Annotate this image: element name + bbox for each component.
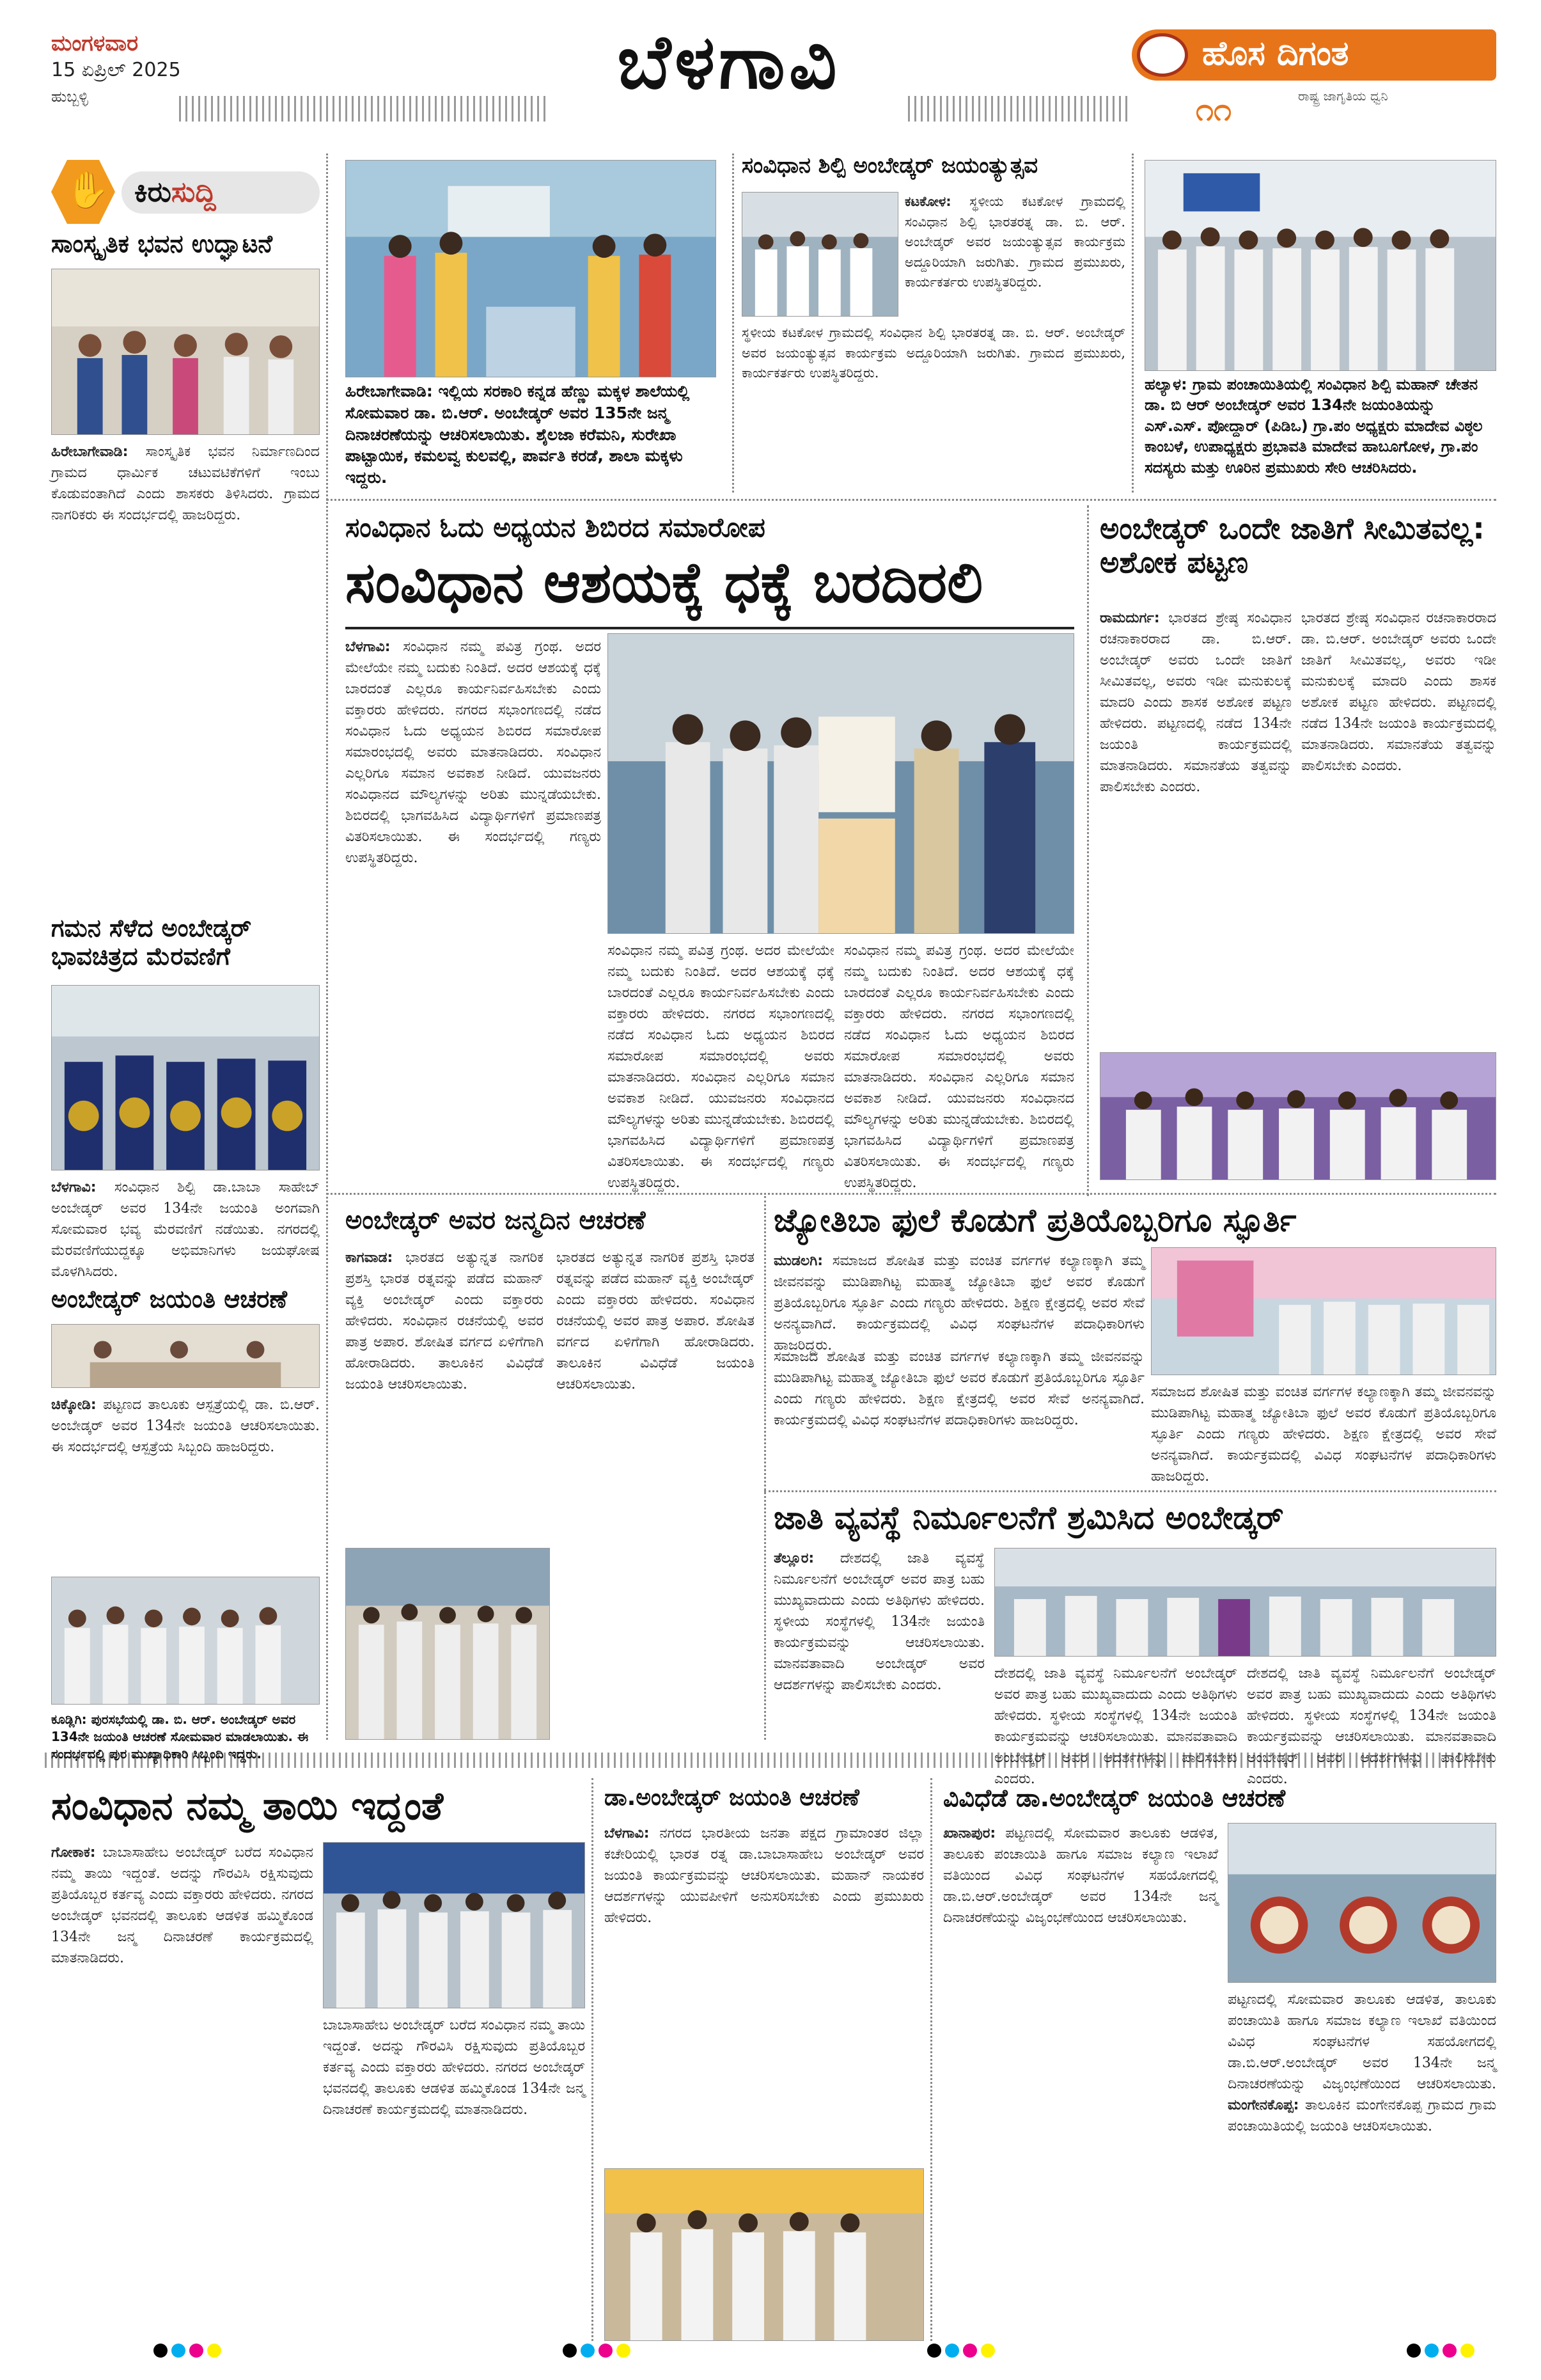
page-number: ೧೧ (1196, 91, 1232, 128)
column-rule (326, 154, 328, 1740)
registration-mark (563, 2344, 639, 2363)
registration-mark (1407, 2344, 1483, 2363)
dateline-jaati: ತೆಲ್ಲೂರ: (774, 1550, 815, 1566)
dateline-vividhede-2: ಮಂಗೇನಕೊಪ್ಪ: (1228, 2097, 1299, 2113)
caption-school: ಹಿರೇಬಾಗೇವಾಡಿ: ಇಲ್ಲಿಯ ಸರಕಾರಿ ಕನ್ನಡ ಹೆಣ್ಣು ಮಕ್ಕಳ ಶಾಲೆಯಲ್ಲಿ ಸೋಮವಾರ ಡಾ. ಬಿ.ಆರ್. ಅಂಬೇಡ್ಕರ್ ಅವರ 135ನೇ ಜನ್ಮ ದಿನಾಚರಣೆಯನ್ನು ಆಚರಿಸಲಾಯಿತು. ಶೈಲಜಾ ಕರೆಮನಿ, ಸುರೇಖಾ ಪಾಟ್ಟಾಯಿಕ, ಕಮಲವ್ವ ಕುಲವಲ್ಲಿ, ಪಾರ್ವತಿ ಕರಡೆ, ಶಾಲಾ ಮಕ್ಕಳು ಇದ್ದರು. (345, 382, 690, 487)
text-vividhede: ಪಟ್ಟಣದಲ್ಲಿ ಸೋಮವಾರ ತಾಲೂಕು ಆಡಳಿತ, ತಾಲೂಕು ಪಂಚಾಯಿತಿ ಹಾಗೂ ಸಮಾಜ ಕಲ್ಯಾಣ ಇಲಾಖೆ ವತಿಯಿಂದ ವಿವಿಧ ಸಂಘಟನೆಗಳ ಸಹಯೋಗದಲ್ಲಿ ಡಾ.ಬಿ.ಆರ್.ಅಂಬೇಡ್ಕರ್ ಅವರ 134ನೇ ಜನ್ಮ ದಿನಾಚರಣೆಯನ್ನು ವಿಜೃಂಭಣೆಯಿಂದ ಆಚರಿಸಲಾಯಿತು. (943, 1825, 1219, 1926)
photo-school (345, 160, 716, 377)
column-rule (930, 1778, 932, 2341)
kiru-suddi-badge (51, 160, 326, 224)
photo-shilpi (742, 192, 898, 317)
text-ashok-continued: ಭಾರತದ ಶ್ರೇಷ್ಠ ಸಂವಿಧಾನ ರಚನಾಕಾರರಾದ ಡಾ. ಬಿ.ಆರ್. ಅಂಬೇಡ್ಕರ್ ಅವರು ಒಂದೇ ಜಾತಿಗೆ ಸೀಮಿತವಲ್ಲ, ಅವರು ಇಡೀ ಮನುಕುಲಕ್ಕೆ ಮಾದರಿ ಎಂದು ಶಾಸಕ ಅಶೋಕ ಪಟ್ಟಣ ಹೇಳಿದರು. ಪಟ್ಟಣದಲ್ಲಿ ನಡೆದ 134ನೇ ಜಯಂತಿ ಕಾರ್ಯಕ್ರಮದಲ್ಲಿ ಮಾತನಾಡಿದರು. ಸಮಾನತೆಯ ತತ್ವವನ್ನು ಪಾಲಿಸಬೇಕು ಎಂದರು. (1301, 610, 1496, 774)
text-phule: ಸಮಾಜದ ಶೋಷಿತ ಮತ್ತು ವಂಚಿತ ವರ್ಗಗಳ ಕಲ್ಯಾಣಕ್ಕಾಗಿ ತಮ್ಮ ಜೀವನವನ್ನು ಮುಡಿಪಾಗಿಟ್ಟ ಮಹಾತ್ಮ ಜ್ಯೋತಿಬಾ ಫುಲೆ ಅವರ ಕೊಡುಗೆ ಪ್ರತಿಯೊಬ್ಬರಿಗೂ ಸ್ಫೂರ್ತಿ ಎಂದು ಗಣ್ಯರು ಹೇಳಿದರು. ಶಿಕ್ಷಣ ಕ್ಷೇತ್ರದಲ್ಲಿ ಅವರ ಸೇವೆ ಅನನ್ಯವಾಗಿದೆ. ಕಾರ್ಯಕ್ರಮದಲ್ಲಿ ವಿವಿಧ ಸಂಘಟನೆಗಳ ಪದಾಧಿಕಾರಿಗಳು ಹಾಜರಿದ್ದರು. (774, 1253, 1145, 1353)
photo-jayanti-small (51, 1324, 320, 1388)
photo-phule (1151, 1247, 1496, 1375)
article-ashok-body-a (1100, 608, 1292, 1043)
text-vividhede-continued: ಪಟ್ಟಣದಲ್ಲಿ ಸೋಮವಾರ ತಾಲೂಕು ಆಡಳಿತ, ತಾಲೂಕು ಪಂಚಾಯಿತಿ ಹಾಗೂ ಸಮಾಜ ಕಲ್ಯಾಣ ಇಲಾಖೆ ವತಿಯಿಂದ ವಿವಿಧ ಸಂಘಟನೆಗಳ ಸಹಯೋಗದಲ್ಲಿ ಡಾ.ಬಿ.ಆರ್.ಅಂಬೇಡ್ಕರ್ ಅವರ 134ನೇ ಜನ್ಮ ದಿನಾಚರಣೆಯನ್ನು ವಿಜೃಂಭಣೆಯಿಂದ ಆಚರಿಸಲಾಯಿತು. (1228, 1992, 1496, 2092)
dateline-vividhede: ಖಾನಾಪುರ: (943, 1825, 996, 1841)
text-cultural: ಸಾಂಸ್ಕೃತಿಕ ಭವನ ನಿರ್ಮಾಣದಿಂದ ಗ್ರಾಮದ ಧಾರ್ಮಿಕ ಚಟುವಟಿಕೆಗಳಿಗೆ ಇಂಬು ಕೊಡುವಂತಾಗಿದೆ ಎಂದು ಶಾಸಕರು ತಿಳಿಸಿದರು. ಗ್ರಾಮದ ನಾಗರಿಕರು ಈ ಸಂದರ್ಭದಲ್ಲಿ ಹಾಜರಿದ್ದರು. (51, 444, 320, 523)
photo-main (607, 633, 1074, 934)
headline-shilpi: ಸಂವಿಧಾನ ಶಿಲ್ಪಿ ಅಂಬೇಡ್ಕರ್ ಜಯಂತ್ಯುತ್ಸವ (742, 153, 1038, 178)
text-march: ಸಂವಿಧಾನ ಶಿಲ್ಪಿ ಡಾ.ಬಾಬಾ ಸಾಹೇಬ್ ಅಂಬೇಡ್ಕರ್ ಅವರ 134ನೇ ಜಯಂತಿ ಅಂಗವಾಗಿ ಸೋಮವಾರ ಭವ್ಯ ಮೆರವಣಿಗೆ ನಡೆಯಿತು. ನಗರದಲ್ಲಿ ಮೆರವಣಿಗೆಯುದ್ದಕ್ಕೂ ಅಭಿಮಾನಿಗಳು ಜಯಘೋಷ ಮೊಳಗಿಸಿದರು. (51, 1179, 320, 1280)
dateline-phule: ಮುಡಲಗಿ: (774, 1253, 824, 1269)
main-kicker: ಸಂವಿಧಾನ ಓದು ಅಧ್ಯಯನ ಶಿಬಿರದ ಸಮಾರೋಪ (345, 512, 765, 543)
logo-text: ಹೊಸ ದಿಗಂತ (1202, 35, 1349, 73)
masthead-stripe-left (179, 96, 550, 122)
text-ashok: ಭಾರತದ ಶ್ರೇಷ್ಠ ಸಂವಿಧಾನ ರಚನಾಕಾರರಾದ ಡಾ. ಬಿ.ಆರ್. ಅಂಬೇಡ್ಕರ್ ಅವರು ಒಂದೇ ಜಾತಿಗೆ ಸೀಮಿತವಲ್ಲ, ಅವರು ಇಡೀ ಮನುಕುಲಕ್ಕೆ ಮಾದರಿ ಎಂದು ಶಾಸಕ ಅಶೋಕ ಪಟ್ಟಣ ಹೇಳಿದರು. ಪಟ್ಟಣದಲ್ಲಿ ನಡೆದ 134ನೇ ಜಯಂತಿ ಕಾರ್ಯಕ್ರಮದಲ್ಲಿ ಮಾತನಾಡಿದರು. ಸಮಾನತೆಯ ತತ್ವವನ್ನು ಪಾಲಿಸಬೇಕು ಎಂದರು. (1100, 610, 1292, 795)
article-phule-body-c (1151, 1382, 1496, 1484)
masthead-stripe-right (908, 96, 1132, 122)
caption-halyal: ಹಲ್ಯಾಳ: ಗ್ರಾಮ ಪಂಚಾಯಿತಿಯಲ್ಲಿ ಸಂವಿಧಾನ ಶಿಲ್ಪಿ ಮಹಾನ್ ಚೇತನ ಡಾ. ಬಿ ಆರ್ ಅಂಬೇಡ್ಕರ್ ಅವರ 134ನೇ ಜಯಂತಿಯನ್ನು ಎಸ್.ಎಸ್. ಪೋದ್ದಾರ್ (ಪಿಡಿಒ) ಗ್ರಾ.ಪಂ ಅಧ್ಯಕ್ಷರು ಮಾದೇವ ವಿಠ್ಠಲ ಕಾಂಬಳೆ, ಉಪಾಧ್ಯಕ್ಷರು ಪ್ರಭಾವತಿ ಮಾದೇವ ಹಾಬೂಗೋಳ, ಗ್ರಾ.ಪಂ ಸದಸ್ಯರು ಮತ್ತು ಊರಿನ ಪ್ರಮುಖರು ಸೇರಿ ಆಚರಿಸಿದರು. (1145, 375, 1483, 477)
badge-label-b: ಸುದ್ದಿ (171, 176, 216, 209)
text-jaati-col3: ದೇಶದಲ್ಲಿ ಜಾತಿ ವ್ಯವಸ್ಥೆ ನಿರ್ಮೂಲನೆಗೆ ಅಂಬೇಡ್ಕರ್ ಅವರ ಪಾತ್ರ ಬಹು ಮುಖ್ಯವಾದುದು ಎಂದು ಅತಿಥಿಗಳು ಹೇಳಿದರು. ಸ್ಥಳೀಯ ಸಂಸ್ಥೆಗಳಲ್ಲಿ 134ನೇ ಜಯಂತಿ ಕಾರ್ಯಕ್ರಮವನ್ನು ಆಚರಿಸಲಾಯಿತು. ಮಾನವತಾವಾದಿ ಅಂಬೇಡ್ಕರ್ ಅವರ ಆದರ್ಶಗಳನ್ನು ಪಾಲಿಸಬೇಕು ಎಂದರು. (1247, 1666, 1496, 1787)
headline-jayanti-small: ಅಂಬೇಡ್ಕರ್ ಜಯಂತಿ ಆಚರಣೆ (51, 1286, 320, 1314)
masthead-city: ಹುಬ್ಬಳ್ಳಿ (51, 88, 88, 106)
headline-achane2: ಡಾ.ಅಂಬೇಡ್ಕರ್ ಜಯಂತಿ ಆಚರಣೆ (604, 1785, 859, 1811)
dateline-cultural: ಹಿರೇಬಾಗೇವಾಡಿ: (51, 444, 129, 460)
photo-achane2 (604, 2168, 924, 2341)
photo-march (51, 985, 320, 1170)
article-achane2-body (604, 1823, 924, 2162)
photo-kudligi (51, 1577, 320, 1705)
dateline-ashok: ರಾಮದುರ್ಗ: (1100, 610, 1160, 626)
article-ashok-body-b (1301, 608, 1496, 1043)
photo-vividhede (1228, 1823, 1496, 1983)
photo-cultural (51, 269, 320, 435)
article-janmadina-body-b (556, 1247, 755, 1714)
photo-janmadina (345, 1548, 550, 1740)
article-jaati-body-a (774, 1548, 985, 1740)
article-vividhede-body-b (1228, 1989, 1496, 2341)
article-jaati-body-c (1247, 1663, 1496, 1787)
masthead-title: ಬೆಳಗಾವಿ (617, 19, 841, 106)
dateline-shilpi: ಕಟಕೋಳ: (905, 194, 951, 209)
section-rule (326, 499, 1496, 501)
photo-ashok (1100, 1052, 1496, 1180)
text-main: ಸಂವಿಧಾನ ನಮ್ಮ ಪವಿತ್ರ ಗ್ರಂಥ. ಅದರ ಮೇಲೆಯೇ ನಮ್ಮ ಬದುಕು ನಿಂತಿದೆ. ಅದರ ಆಶಯಕ್ಕೆ ಧಕ್ಕೆ ಬಾರದಂತೆ ಎಲ್ಲರೂ ಕಾರ್ಯನಿರ್ವಹಿಸಬೇಕು ಎಂದು ವಕ್ತಾರರು ಹೇಳಿದರು. ನಗರದ ಸಭಾಂಗಣದಲ್ಲಿ ನಡೆದ ಸಂವಿಧಾನ ಓದು ಅಧ್ಯಯನ ಶಿಬಿರದ ಸಮಾರೋಪ ಸಮಾರಂಭದಲ್ಲಿ ಅವರು ಮಾತನಾಡಿದರು. ಸಂವಿಧಾನ ಎಲ್ಲರಿಗೂ ಸಮಾನ ಅವಕಾಶ ನೀಡಿದೆ. ಯುವಜನರು ಸಂವಿಧಾನದ ಮೌಲ್ಯಗಳನ್ನು ಅರಿತು ಮುನ್ನಡೆಯಬೇಕು. ಶಿಬಿರದಲ್ಲಿ ಭಾಗವಹಿಸಿದ ವಿದ್ಯಾರ್ಥಿಗಳಿಗೆ ಪ್ರಮಾಣಪತ್ರ ವಿತರಿಸಲಾಯಿತು. ಈ ಸಂದರ್ಭದಲ್ಲಿ ಗಣ್ಯರು ಉಪಸ್ಥಿತರಿದ್ದರು. (345, 639, 601, 866)
photo-taayi (323, 1842, 585, 2008)
text-jaati-col2: ದೇಶದಲ್ಲಿ ಜಾತಿ ವ್ಯವಸ್ಥೆ ನಿರ್ಮೂಲನೆಗೆ ಅಂಬೇಡ್ಕರ್ ಅವರ ಪಾತ್ರ ಬಹು ಮುಖ್ಯವಾದುದು ಎಂದು ಅತಿಥಿಗಳು ಹೇಳಿದರು. ಸ್ಥಳೀಯ ಸಂಸ್ಥೆಗಳಲ್ಲಿ 134ನೇ ಜಯಂತಿ ಕಾರ್ಯಕ್ರಮವನ್ನು ಆಚರಿಸಲಾಯಿತು. ಮಾನವತಾವಾದಿ ಅಂಬೇಡ್ಕರ್ ಅವರ ಆದರ್ಶಗಳನ್ನು ಪಾಲಿಸಬೇಕು ಎಂದರು. (994, 1666, 1237, 1787)
headline-cultural: ಸಾಂಸ್ಕೃತಿಕ ಭವನ ಉದ್ಘಾಟನೆ (51, 230, 273, 258)
column-rule (591, 1778, 593, 2341)
main-body-col1 (345, 636, 601, 1180)
dateline-main: ಬೆಳಗಾವಿ: (345, 639, 391, 655)
article-phule-body-a (774, 1250, 1145, 1353)
article-taayi-body-b (323, 2015, 585, 2341)
text-achane2: ನಗರದ ಭಾರತೀಯ ಜನತಾ ಪಕ್ಷದ ಗ್ರಾಮಾಂತರ ಜಿಲ್ಲಾ ಕಚೇರಿಯಲ್ಲಿ ಭಾರತ ರತ್ನ ಡಾ.ಬಾಬಾಸಾಹೇಬ ಅಂಬೇಡ್ಕರ್ ಅವರ ಜಯಂತಿ ಕಾರ್ಯಕ್ರಮವನ್ನು ಆಚರಿಸಲಾಯಿತು. ಮಹಾನ್ ನಾಯಕರ ಆದರ್ಶಗಳನ್ನು ಯುವಪೀಳಿಗೆ ಅನುಸರಿಸಬೇಕು ಎಂದು ಪ್ರಮುಖರು ಹೇಳಿದರು. (604, 1825, 924, 1926)
column-rule (732, 154, 734, 493)
article-taayi-body-a (51, 1842, 313, 2341)
text-main-col2: ಸಂವಿಧಾನ ನಮ್ಮ ಪವಿತ್ರ ಗ್ರಂಥ. ಅದರ ಮೇಲೆಯೇ ನಮ್ಮ ಬದುಕು ನಿಂತಿದೆ. ಅದರ ಆಶಯಕ್ಕೆ ಧಕ್ಕೆ ಬಾರದಂತೆ ಎಲ್ಲರೂ ಕಾರ್ಯನಿರ್ವಹಿಸಬೇಕು ಎಂದು ವಕ್ತಾರರು ಹೇಳಿದರು. ನಗರದ ಸಭಾಂಗಣದಲ್ಲಿ ನಡೆದ ಸಂವಿಧಾನ ಓದು ಅಧ್ಯಯನ ಶಿಬಿರದ ಸಮಾರೋಪ ಸಮಾರಂಭದಲ್ಲಿ ಅವರು ಮಾತನಾಡಿದರು. ಸಂವಿಧಾನ ಎಲ್ಲರಿಗೂ ಸಮಾನ ಅವಕಾಶ ನೀಡಿದೆ. ಯುವಜನರು ಸಂವಿಧಾನದ ಮೌಲ್ಯಗಳನ್ನು ಅರಿತು ಮುನ್ನಡೆಯಬೇಕು. ಶಿಬಿರದಲ್ಲಿ ಭಾಗವಹಿಸಿದ ವಿದ್ಯಾರ್ಥಿಗಳಿಗೆ ಪ್ರಮಾಣಪತ್ರ ವಿತರಿಸಲಾಯಿತು. ಈ ಸಂದರ್ಭದಲ್ಲಿ ಗಣ್ಯರು ಉಪಸ್ಥಿತರಿದ್ದರು. (607, 943, 834, 1191)
text-janmadina-continued: ಭಾರತದ ಅತ್ಯುನ್ನತ ನಾಗರಿಕ ಪ್ರಶಸ್ತಿ ಭಾರತ ರತ್ನವನ್ನು ಪಡೆದ ಮಹಾನ್ ವ್ಯಕ್ತಿ ಅಂಬೇಡ್ಕರ್ ಎಂದು ವಕ್ತಾರರು ಹೇಳಿದರು. ಸಂವಿಧಾನ ರಚನೆಯಲ್ಲಿ ಅವರ ಪಾತ್ರ ಅಪಾರ. ಶೋಷಿತ ವರ್ಗದ ಏಳಿಗೆಗಾಗಿ ಹೋರಾಡಿದರು. ತಾಲೂಕಿನ ವಿವಿಧೆಡೆ ಜಯಂತಿ ಆಚರಿಸಲಾಯಿತು. (556, 1250, 755, 1392)
headline-vividhede: ವಿವಿಧೆಡೆ ಡಾ.ಅಂಬೇಡ್ಕರ್ ಜಯಂತಿ ಆಚರಣೆ (943, 1784, 1286, 1812)
article-janmadina-body-a (345, 1247, 544, 1541)
article-phule-body-b (774, 1346, 1145, 1484)
text-janmadina: ಭಾರತದ ಅತ್ಯುನ್ನತ ನಾಗರಿಕ ಪ್ರಶಸ್ತಿ ಭಾರತ ರತ್ನವನ್ನು ಪಡೆದ ಮಹಾನ್ ವ್ಯಕ್ತಿ ಅಂಬೇಡ್ಕರ್ ಎಂದು ವಕ್ತಾರರು ಹೇಳಿದರು. ಸಂವಿಧಾನ ರಚನೆಯಲ್ಲಿ ಅವರ ಪಾತ್ರ ಅಪಾರ. ಶೋಷಿತ ವರ್ಗದ ಏಳಿಗೆಗಾಗಿ ಹೋರಾಡಿದರು. ತಾಲೂಕಿನ ವಿವಿಧೆಡೆ ಜಯಂತಿ ಆಚರಿಸಲಾಯಿತು. (345, 1250, 544, 1392)
text-shilpi: ಸ್ಥಳೀಯ ಕಟಕೋಳ ಗ್ರಾಮದಲ್ಲಿ ಸಂವಿಧಾನ ಶಿಲ್ಪಿ ಭಾರತರತ್ನ ಡಾ. ಬಿ. ಆರ್. ಅಂಬೇಡ್ಕರ್ ಅವರ ಜಯಂತ್ಯುತ್ಸವ ಕಾರ್ಯಕ್ರಮ ಅದ್ದೂರಿಯಾಗಿ ಜರುಗಿತು. ಗ್ರಾಮದ ಪ್ರಮುಖರು, ಕಾರ್ಯಕರ್ತರು ಉಪಸ್ಥಿತರಿದ್ದರು. (905, 194, 1125, 290)
logo-sun-icon (1137, 33, 1188, 77)
dateline-achane2: ಬೆಳಗಾವಿ: (604, 1825, 650, 1841)
text-vividhede-2: ತಾಲೂಕಿನ ಮಂಗೇನಕೊಪ್ಪ ಗ್ರಾಮದ ಗ್ರಾಮ ಪಂಚಾಯಿತಿಯಲ್ಲಿ ಜಯಂತಿ ಆಚರಿಸಲಾಯಿತು. (1228, 2097, 1496, 2134)
text-taayi: ಬಾಬಾಸಾಹೇಬ ಅಂಬೇಡ್ಕರ್ ಬರೆದ ಸಂವಿಧಾನ ನಮ್ಮ ತಾಯಿ ಇದ್ದಂತೆ. ಅದನ್ನು ಗೌರವಿಸಿ ರಕ್ಷಿಸುವುದು ಪ್ರತಿಯೊಬ್ಬರ ಕರ್ತವ್ಯ ಎಂದು ವಕ್ತಾರರು ಹೇಳಿದರು. ನಗರದ ಅಂಬೇಡ್ಕರ್ ಭವನದಲ್ಲಿ ತಾಲೂಕು ಆಡಳಿತ ಹಮ್ಮಿಕೊಂಡ 134ನೇ ಜನ್ಮ ದಿನಾಚರಣೆ ಕಾರ್ಯಕ್ರಮದಲ್ಲಿ ಮಾತನಾಡಿದರು. (51, 1845, 313, 1966)
logo-tagline: ರಾಷ್ಟ್ರ ಜಾಗೃತಿಯ ಧ್ವನಿ (1298, 88, 1388, 104)
newspaper-logo (1132, 29, 1496, 128)
headline-janmadina: ಅಂಬೇಡ್ಕರ್ ಅವರ ಜನ್ಮದಿನ ಆಚರಣೆ (345, 1206, 646, 1235)
article-cultural-body (51, 441, 320, 902)
caption-kudligi: ಕೂಡ್ಲಿಗಿ: ಪುರಸಭೆಯಲ್ಲಿ ಡಾ. ಬಿ. ಆರ್. ಅಂಬೇಡ್ಕರ್ ಅವರ 134ನೇ ಜಯಂತಿ ಆಚರಣೆ ಸೋಮವಾರ ಮಾಡಲಾಯಿತು. ಈ ಸಂದರ್ಭದಲ್ಲಿ ಪುರ ಮುಖ್ಯಾಧಿಕಾರಿ ಸಿಬ್ಬಂದಿ ಇದ್ದರು. (51, 1711, 320, 1746)
column-rule (1132, 154, 1134, 493)
article-jaati-body-b (994, 1663, 1237, 1787)
dateline-march: ಬೆಳಗಾವಿ: (51, 1179, 97, 1195)
text-main-col3: ಸಂವಿಧಾನ ನಮ್ಮ ಪವಿತ್ರ ಗ್ರಂಥ. ಅದರ ಮೇಲೆಯೇ ನಮ್ಮ ಬದುಕು ನಿಂತಿದೆ. ಅದರ ಆಶಯಕ್ಕೆ ಧಕ್ಕೆ ಬಾರದಂತೆ ಎಲ್ಲರೂ ಕಾರ್ಯನಿರ್ವಹಿಸಬೇಕು ಎಂದು ವಕ್ತಾರರು ಹೇಳಿದರು. ನಗರದ ಸಭಾಂಗಣದಲ್ಲಿ ನಡೆದ ಸಂವಿಧಾನ ಓದು ಅಧ್ಯಯನ ಶಿಬಿರದ ಸಮಾರೋಪ ಸಮಾರಂಭದಲ್ಲಿ ಅವರು ಮಾತನಾಡಿದರು. ಸಂವಿಧಾನ ಎಲ್ಲರಿಗೂ ಸಮಾನ ಅವಕಾಶ ನೀಡಿದೆ. ಯುವಜನರು ಸಂವಿಧಾನದ ಮೌಲ್ಯಗಳನ್ನು ಅರಿತು ಮುನ್ನಡೆಯಬೇಕು. ಶಿಬಿರದಲ್ಲಿ ಭಾಗವಹಿಸಿದ ವಿದ್ಯಾರ್ಥಿಗಳಿಗೆ ಪ್ರಮಾಣಪತ್ರ ವಿತರಿಸಲಾಯಿತು. ಈ ಸಂದರ್ಭದಲ್ಲಿ ಗಣ್ಯರು ಉಪಸ್ಥಿತರಿದ್ದರು. (844, 943, 1074, 1191)
column-rule (1087, 505, 1089, 1196)
dateline-jayanti-small: ಚಿಕ್ಕೋಡಿ: (51, 1397, 97, 1413)
main-headline: ಸಂವಿಧಾನ ಆಶಯಕ್ಕೆ ಧಕ್ಕೆ ಬರದಿರಲಿ (345, 549, 983, 615)
headline-phule: ಜ್ಯೋತಿಬಾ ಫುಲೆ ಕೊಡುಗೆ ಪ್ರತಿಯೊಬ್ಬರಿಗೂ ಸ್ಫೂರ್ತಿ (774, 1202, 1297, 1239)
text-taayi-continued: ಬಾಬಾಸಾಹೇಬ ಅಂಬೇಡ್ಕರ್ ಬರೆದ ಸಂವಿಧಾನ ನಮ್ಮ ತಾಯಿ ಇದ್ದಂತೆ. ಅದನ್ನು ಗೌರವಿಸಿ ರಕ್ಷಿಸುವುದು ಪ್ರತಿಯೊಬ್ಬರ ಕರ್ತವ್ಯ ಎಂದು ವಕ್ತಾರರು ಹೇಳಿದರು. ನಗರದ ಅಂಬೇಡ್ಕರ್ ಭವನದಲ್ಲಿ ತಾಲೂಕು ಆಡಳಿತ ಹಮ್ಮಿಕೊಂಡ 134ನೇ ಜನ್ಮ ದಿನಾಚರಣೆ ಕಾರ್ಯಕ್ರಮದಲ್ಲಿ ಮಾತನಾಡಿದರು. (323, 2017, 585, 2118)
text-jayanti-small: ಪಟ್ಟಣದ ತಾಲೂಕು ಆಸ್ಪತ್ರೆಯಲ್ಲಿ ಡಾ. ಬಿ.ಆರ್. ಅಂಬೇಡ್ಕರ್ ಅವರ 134ನೇ ಜಯಂತಿ ಆಚರಿಸಲಾಯಿತು. ಈ ಸಂದರ್ಭದಲ್ಲಿ ಆಸ್ಪತ್ರೆಯ ಸಿಬ್ಬಂದಿ ಹಾಜರಿದ್ದರು. (51, 1397, 320, 1455)
main-body-col2 (607, 940, 834, 1191)
masthead-date: 15 ಏಪ್ರಿಲ್ 2025 (51, 59, 181, 81)
headline-march: ಗಮನ ಸೆಳೆದ ಅಂಬೇಡ್ಕರ್ ಭಾವಚಿತ್ರದ ಮೆರವಣಿಗೆ (51, 914, 252, 970)
headline-ashok: ಅಂಬೇಡ್ಕರ್ ಒಂದೇ ಜಾತಿಗೆ ಸೀಮಿತವಲ್ಲ: ಅಶೋಕ ಪಟ್ಟಣ (1100, 511, 1485, 579)
article-shilpi-body-a (905, 192, 1125, 320)
text-jaati: ದೇಶದಲ್ಲಿ ಜಾತಿ ವ್ಯವಸ್ಥೆ ನಿರ್ಮೂಲನೆಗೆ ಅಂಬೇಡ್ಕರ್ ಅವರ ಪಾತ್ರ ಬಹು ಮುಖ್ಯವಾದುದು ಎಂದು ಅತಿಥಿಗಳು ಹೇಳಿದರು. ಸ್ಥಳೀಯ ಸಂಸ್ಥೆಗಳಲ್ಲಿ 134ನೇ ಜಯಂತಿ ಕಾರ್ಯಕ್ರಮವನ್ನು ಆಚರಿಸಲಾಯಿತು. ಮಾನವತಾವಾದಿ ಅಂಬೇಡ್ಕರ್ ಅವರ ಆದರ್ಶಗಳನ್ನು ಪಾಲಿಸಬೇಕು ಎಂದರು. (774, 1550, 985, 1693)
headline-jaati: ಜಾತಿ ವ್ಯವಸ್ಥೆ ನಿರ್ಮೂಲನೆಗೆ ಶ್ರಮಿಸಿದ ಅಂಬೇಡ್ಕರ್ (774, 1499, 1284, 1536)
text-phule-col3: ಸಮಾಜದ ಶೋಷಿತ ಮತ್ತು ವಂಚಿತ ವರ್ಗಗಳ ಕಲ್ಯಾಣಕ್ಕಾಗಿ ತಮ್ಮ ಜೀವನವನ್ನು ಮುಡಿಪಾಗಿಟ್ಟ ಮಹಾತ್ಮ ಜ್ಯೋತಿಬಾ ಫುಲೆ ಅವರ ಕೊಡುಗೆ ಪ್ರತಿಯೊಬ್ಬರಿಗೂ ಸ್ಫೂರ್ತಿ ಎಂದು ಗಣ್ಯರು ಹೇಳಿದರು. ಶಿಕ್ಷಣ ಕ್ಷೇತ್ರದಲ್ಲಿ ಅವರ ಸೇವೆ ಅನನ್ಯವಾಗಿದೆ. ಕಾರ್ಯಕ್ರಮದಲ್ಲಿ ವಿವಿಧ ಸಂಘಟನೆಗಳ ಪದಾಧಿಕಾರಿಗಳು ಹಾಜರಿದ್ದರು. (1151, 1384, 1496, 1485)
main-body-col3 (844, 940, 1074, 1191)
badge-label (121, 171, 320, 214)
article-vividhede-body-a (943, 1823, 1218, 2341)
dateline-taayi: ಗೋಕಾಕ: (51, 1845, 96, 1861)
headline-taayi: ಸಂವಿಧಾನ ನಮ್ಮ ತಾಯಿ ಇದ್ದಂತೆ (51, 1784, 444, 1829)
column-rule (764, 1196, 766, 1740)
badge-label-a: ಕಿರು (134, 176, 171, 209)
article-jayanti-small-body (51, 1394, 320, 1567)
photo-halyal (1145, 160, 1496, 371)
masthead-day: ಮಂಗಳವಾರ (51, 31, 139, 56)
section-rule (764, 1490, 1496, 1492)
hand-icon: ✋ (65, 169, 110, 211)
photo-jaati (994, 1548, 1496, 1657)
dateline-janmadina: ಕಾಗವಾಡ: (345, 1250, 393, 1266)
registration-mark (927, 2344, 1004, 2363)
main-rule (345, 627, 1074, 629)
text-shilpi-continued: ಸ್ಥಳೀಯ ಕಟಕೋಳ ಗ್ರಾಮದಲ್ಲಿ ಸಂವಿಧಾನ ಶಿಲ್ಪಿ ಭಾರತರತ್ನ ಡಾ. ಬಿ. ಆರ್. ಅಂಬೇಡ್ಕರ್ ಅವರ ಜಯಂತ್ಯುತ್ಸವ ಕಾರ್ಯಕ್ರಮ ಅದ್ದೂರಿಯಾಗಿ ಜರುಗಿತು. ಗ್ರಾಮದ ಪ್ರಮುಖರು, ಕಾರ್ಯಕರ್ತರು ಉಪಸ್ಥಿತರಿದ್ದರು. (742, 325, 1125, 381)
article-shilpi-body-b (742, 323, 1125, 493)
registration-mark (153, 2344, 230, 2363)
text-phule-continued: ಸಮಾಜದ ಶೋಷಿತ ಮತ್ತು ವಂಚಿತ ವರ್ಗಗಳ ಕಲ್ಯಾಣಕ್ಕಾಗಿ ತಮ್ಮ ಜೀವನವನ್ನು ಮುಡಿಪಾಗಿಟ್ಟ ಮಹಾತ್ಮ ಜ್ಯೋತಿಬಾ ಫುಲೆ ಅವರ ಕೊಡುಗೆ ಪ್ರತಿಯೊಬ್ಬರಿಗೂ ಸ್ಫೂರ್ತಿ ಎಂದು ಗಣ್ಯರು ಹೇಳಿದರು. ಶಿಕ್ಷಣ ಕ್ಷೇತ್ರದಲ್ಲಿ ಅವರ ಸೇವೆ ಅನನ್ಯವಾಗಿದೆ. ಕಾರ್ಯಕ್ರಮದಲ್ಲಿ ವಿವಿಧ ಸಂಘಟನೆಗಳ ಪದಾಧಿಕಾರಿಗಳು ಹಾಜರಿದ್ದರು. (774, 1349, 1145, 1428)
